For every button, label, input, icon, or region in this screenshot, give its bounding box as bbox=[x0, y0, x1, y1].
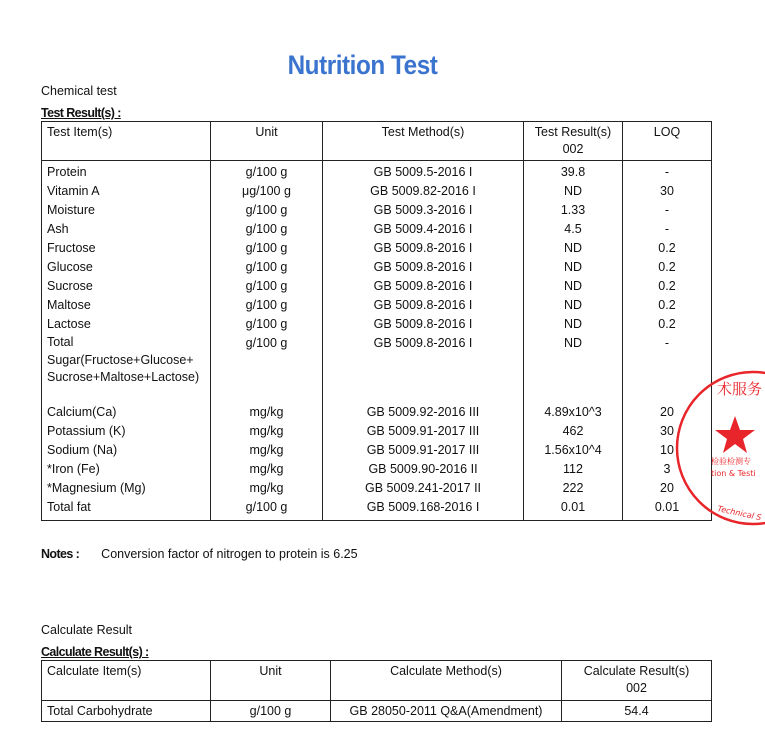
cell-result: ND bbox=[524, 315, 623, 334]
cell-unit: g/100 g bbox=[211, 161, 323, 183]
cell-loq: 30 bbox=[623, 422, 712, 441]
table-row bbox=[42, 422, 712, 441]
cell-method: GB 5009.8-2016 I bbox=[323, 239, 524, 258]
header-calculate-result bbox=[562, 661, 712, 701]
cell-item: Total fat bbox=[42, 498, 211, 521]
cell-item: *Magnesium (Mg) bbox=[42, 479, 211, 498]
cell-unit: g/100 g bbox=[211, 239, 323, 258]
cell-item: Vitamin A bbox=[42, 182, 211, 201]
stamp-top-text: 术服务 bbox=[717, 380, 763, 398]
table-row bbox=[42, 460, 712, 479]
cell-method: GB 5009.168-2016 I bbox=[323, 498, 524, 521]
cell-method: GB 5009.91-2017 III bbox=[323, 422, 524, 441]
cell-result: ND bbox=[524, 258, 623, 277]
stamp-en-text: tion & Testi bbox=[711, 469, 756, 478]
cell-loq: 30 bbox=[623, 182, 712, 201]
cell-loq: 10 bbox=[623, 441, 712, 460]
stamp-mid-text: 检验检测专 bbox=[711, 457, 751, 466]
cell-loq: - bbox=[623, 161, 712, 183]
stamp-bottom-text: Technical S bbox=[716, 504, 763, 523]
cell-result: 39.8 bbox=[524, 161, 623, 183]
cell-loq: 20 bbox=[623, 479, 712, 498]
cell-method: GB 5009.82-2016 I bbox=[323, 182, 524, 201]
cell-loq: 0.2 bbox=[623, 277, 712, 296]
table-header-row bbox=[42, 122, 712, 161]
cell-loq: 3 bbox=[623, 460, 712, 479]
cell-method: GB 5009.91-2017 III bbox=[323, 441, 524, 460]
cell-item: Lactose bbox=[42, 315, 211, 334]
cell-result: 112 bbox=[524, 460, 623, 479]
cell-unit: g/100 g bbox=[211, 220, 323, 239]
cell-result: ND bbox=[524, 239, 623, 258]
header-calc-sample-id: 002 bbox=[626, 681, 647, 695]
cell-unit: g/100 g bbox=[211, 277, 323, 296]
calc-cell-result: 54.4 bbox=[562, 701, 712, 722]
cell-unit: g/100 g bbox=[211, 334, 323, 403]
red-seal-stamp bbox=[705, 368, 765, 528]
table-row bbox=[42, 701, 712, 722]
header-calculate-result-label: Calculate Result(s) bbox=[583, 664, 690, 678]
table-row bbox=[42, 277, 712, 296]
cell-unit: mg/kg bbox=[211, 441, 323, 460]
table-row bbox=[42, 258, 712, 277]
table-row bbox=[42, 403, 712, 422]
table-row bbox=[42, 334, 712, 403]
cell-unit: g/100 g bbox=[211, 315, 323, 334]
cell-loq: - bbox=[623, 201, 712, 220]
cell-method: GB 5009.8-2016 I bbox=[323, 334, 524, 403]
table-row bbox=[42, 220, 712, 239]
cell-loq: 0.2 bbox=[623, 239, 712, 258]
cell-method: GB 5009.8-2016 I bbox=[323, 277, 524, 296]
table-row bbox=[42, 479, 712, 498]
cell-item: Total Sugar(Fructose+Glucose+ Sucrose+Maltose+Lactose) bbox=[42, 334, 211, 403]
header-test-method: Test Method(s) bbox=[323, 122, 524, 161]
cell-method: GB 5009.8-2016 I bbox=[323, 315, 524, 334]
calc-cell-item: Total Carbohydrate bbox=[42, 701, 211, 722]
calculate-section-label: Calculate Result bbox=[41, 623, 133, 637]
header-calc-unit: Unit bbox=[211, 661, 331, 701]
cell-unit: mg/kg bbox=[211, 422, 323, 441]
cell-item: Glucose bbox=[42, 258, 211, 277]
cell-item: Maltose bbox=[42, 296, 211, 315]
cell-method: GB 5009.4-2016 I bbox=[323, 220, 524, 239]
page-title: Nutrition Test bbox=[287, 50, 438, 80]
cell-result: 462 bbox=[524, 422, 623, 441]
header-calculate-item: Calculate Item(s) bbox=[42, 661, 211, 701]
cell-loq: 0.2 bbox=[623, 296, 712, 315]
calculate-results-heading: Calculate Result(s) : bbox=[41, 645, 149, 659]
cell-unit: mg/kg bbox=[211, 460, 323, 479]
cell-result: 222 bbox=[524, 479, 623, 498]
cell-item: Fructose bbox=[42, 239, 211, 258]
calc-cell-method: GB 28050-2011 Q&A(Amendment) bbox=[331, 701, 562, 722]
cell-result: ND bbox=[524, 334, 623, 403]
star-icon bbox=[715, 416, 755, 453]
header-test-result bbox=[524, 122, 623, 161]
table-row bbox=[42, 201, 712, 220]
header-sample-id: 002 bbox=[562, 142, 584, 156]
cell-unit: μg/100 g bbox=[211, 182, 323, 201]
table-row bbox=[42, 161, 712, 183]
cell-method: GB 5009.8-2016 I bbox=[323, 258, 524, 277]
cell-item: Calcium(Ca) bbox=[42, 403, 211, 422]
cell-loq: - bbox=[623, 334, 712, 403]
cell-result: 0.01 bbox=[524, 498, 623, 521]
cell-method: GB 5009.92-2016 III bbox=[323, 403, 524, 422]
test-results-table bbox=[41, 121, 712, 521]
cell-method: GB 5009.8-2016 I bbox=[323, 296, 524, 315]
table-row bbox=[42, 239, 712, 258]
cell-item: Potassium (K) bbox=[42, 422, 211, 441]
cell-result: ND bbox=[524, 182, 623, 201]
table-row bbox=[42, 315, 712, 334]
table-row bbox=[42, 441, 712, 460]
chemical-section-label: Chemical test bbox=[41, 84, 117, 98]
cell-result: ND bbox=[524, 277, 623, 296]
table-row bbox=[42, 296, 712, 315]
cell-result: 4.5 bbox=[524, 220, 623, 239]
cell-item: Ash bbox=[42, 220, 211, 239]
cell-unit: g/100 g bbox=[211, 296, 323, 315]
notes bbox=[41, 547, 358, 561]
cell-loq: - bbox=[623, 220, 712, 239]
cell-item: Sucrose bbox=[42, 277, 211, 296]
header-loq: LOQ bbox=[623, 122, 712, 161]
notes-label: Notes : bbox=[41, 547, 80, 561]
cell-method: GB 5009.3-2016 I bbox=[323, 201, 524, 220]
cell-unit: mg/kg bbox=[211, 403, 323, 422]
cell-item: Sodium (Na) bbox=[42, 441, 211, 460]
cell-result: 4.89x10^3 bbox=[524, 403, 623, 422]
cell-method: GB 5009.90-2016 II bbox=[323, 460, 524, 479]
notes-text: Conversion factor of nitrogen to protein is 6.25 bbox=[101, 547, 358, 561]
table-row bbox=[42, 498, 712, 521]
chemical-results-heading: Test Result(s) : bbox=[41, 106, 121, 120]
cell-result: 1.33 bbox=[524, 201, 623, 220]
cell-method: GB 5009.5-2016 I bbox=[323, 161, 524, 183]
header-test-result-label: Test Result(s) bbox=[534, 125, 612, 139]
calc-header-row bbox=[42, 661, 712, 701]
cell-unit: mg/kg bbox=[211, 479, 323, 498]
calculate-results-table bbox=[41, 660, 712, 722]
cell-item: *Iron (Fe) bbox=[42, 460, 211, 479]
header-test-item: Test Item(s) bbox=[42, 122, 211, 161]
cell-loq: 20 bbox=[623, 403, 712, 422]
cell-item: Moisture bbox=[42, 201, 211, 220]
cell-loq: 0.2 bbox=[623, 258, 712, 277]
cell-result: 1.56x10^4 bbox=[524, 441, 623, 460]
cell-result: ND bbox=[524, 296, 623, 315]
table-row bbox=[42, 182, 712, 201]
cell-item: Protein bbox=[42, 161, 211, 183]
header-unit: Unit bbox=[211, 122, 323, 161]
calc-cell-unit: g/100 g bbox=[211, 701, 331, 722]
header-calculate-method: Calculate Method(s) bbox=[331, 661, 562, 701]
cell-unit: g/100 g bbox=[211, 498, 323, 521]
cell-loq: 0.01 bbox=[623, 498, 712, 521]
cell-method: GB 5009.241-2017 II bbox=[323, 479, 524, 498]
cell-loq: 0.2 bbox=[623, 315, 712, 334]
cell-unit: g/100 g bbox=[211, 258, 323, 277]
cell-unit: g/100 g bbox=[211, 201, 323, 220]
